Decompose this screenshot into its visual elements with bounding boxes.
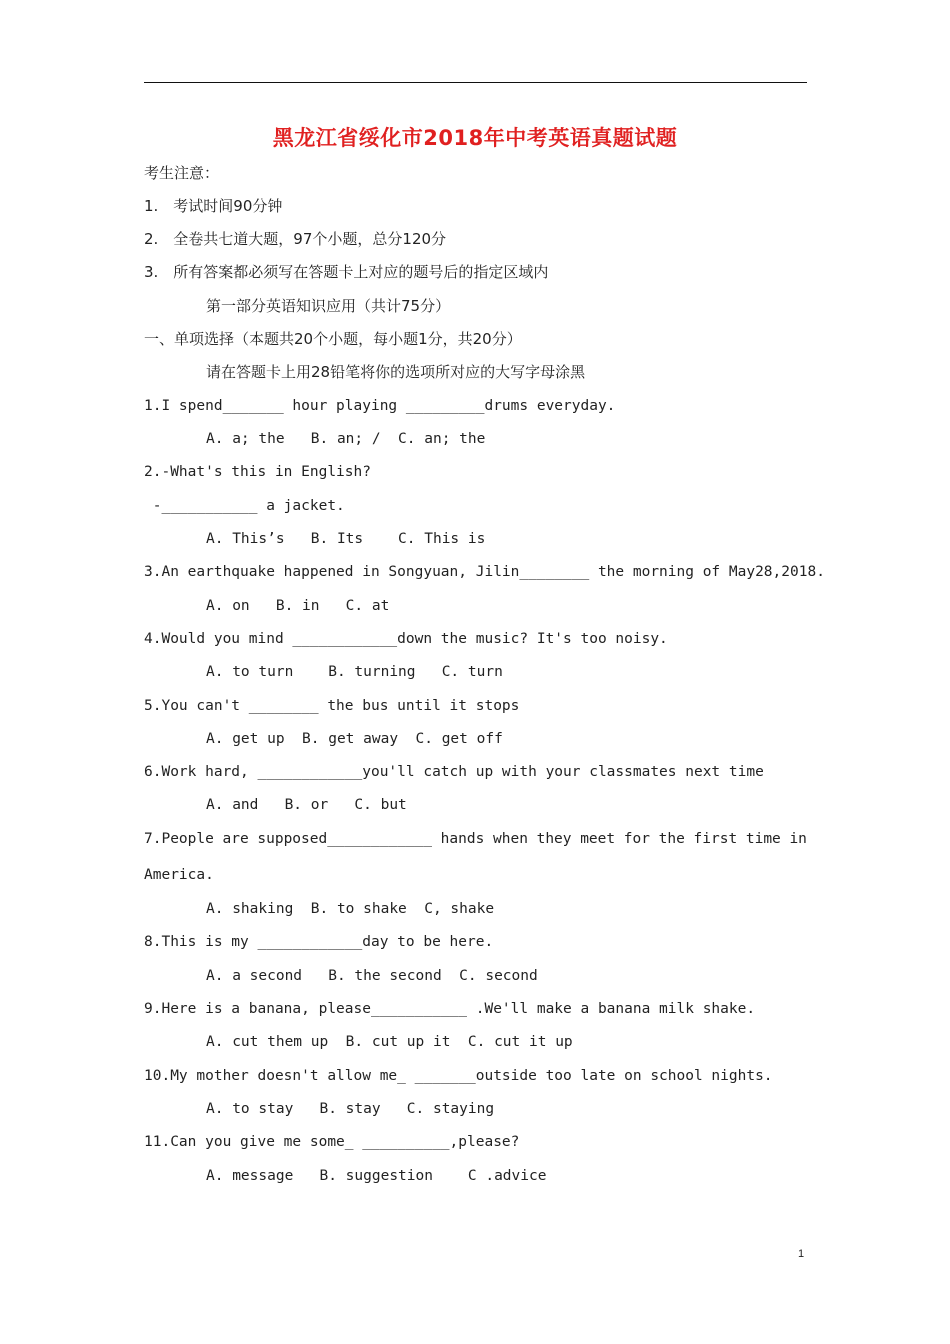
stem-word: for	[623, 831, 650, 847]
page-number: 1	[798, 1248, 805, 1260]
part-title: 第一部分英语知识应用（共计75分）	[206, 297, 451, 315]
stem-word: supposed____________	[257, 831, 432, 847]
stem-word: 7.People	[144, 831, 214, 847]
section-instruction: 请在答题卡上用28铅笔将你的选项所对应的大写字母涂黑	[206, 363, 586, 381]
notice-item: 1. 考试时间90分钟	[144, 197, 283, 215]
notice-item: 2. 全卷共七道大题，97个小题，总分120分	[144, 230, 447, 248]
question-options: A. on B. in C. at	[206, 598, 390, 614]
stem-word: in	[789, 831, 807, 847]
header-rule	[144, 82, 807, 83]
question-options: A. to stay B. stay C. staying	[206, 1101, 495, 1117]
question-stem-continuation: America.	[144, 867, 214, 883]
question-options: A. a; the B. an; / C. an; the	[206, 431, 486, 447]
question-options: A. to turn B. turning C. turn	[206, 664, 503, 680]
stem-word: when	[493, 831, 528, 847]
question-stem: 5.You can't ________ the bus until it stops	[144, 698, 520, 714]
question-options: A. cut them up B. cut up it C. cut it up	[206, 1034, 573, 1050]
question-options: A. shaking B. to shake C, shake	[206, 901, 495, 917]
question-stem-answer: -___________ a jacket.	[144, 498, 345, 514]
stem-word: they	[536, 831, 572, 847]
exam-title: 黑龙江省绥化市2018年中考英语真题试题	[272, 126, 678, 150]
question-stem: 6.Work hard, ____________you'll catch up with your classmates next time	[144, 764, 764, 780]
stem-word: meet	[580, 831, 616, 847]
notice-item: 3. 所有答案都必须写在答题卡上对应的题号后的指定区域内	[144, 263, 549, 281]
question-stem: 11.Can you give me some_ __________,please?	[144, 1134, 520, 1150]
question-stem: 1.I spend_______ hour playing _________drums everyday.	[144, 398, 616, 414]
stem-word: hands	[440, 831, 485, 847]
stem-word: first	[693, 831, 738, 847]
section-heading: 一、单项选择（本题共20个小题，每小题1分，共20分）	[144, 330, 522, 348]
question-options: A. This’s B. Its C. This is	[206, 531, 486, 547]
question-stem: 8.This is my ____________day to be here.	[144, 934, 494, 950]
notice-heading: 考生注意：	[144, 164, 220, 182]
question-stem: 4.Would you mind ____________down the music? It's too noisy.	[144, 631, 668, 647]
question-stem: 9.Here is a banana, please___________ .We'll make a banana milk shake.	[144, 1001, 756, 1017]
question-stem: 10.My mother doesn't allow me_ _______outside too late on school nights.	[144, 1068, 773, 1084]
question-options: A. a second B. the second C. second	[206, 968, 538, 984]
stem-word: are	[222, 831, 249, 847]
question-stem: 3.An earthquake happened in Songyuan, Jilin________ the morning of May28,2018.	[144, 564, 825, 580]
question-stem: 2.-What's this in English?	[144, 464, 371, 480]
question-stem	[144, 829, 807, 849]
question-options: A. message B. suggestion C .advice	[206, 1168, 547, 1184]
question-options: A. get up B. get away C. get off	[206, 731, 503, 747]
stem-word: the	[658, 831, 685, 847]
stem-word: time	[745, 831, 781, 847]
question-options: A. and B. or C. but	[206, 797, 407, 813]
